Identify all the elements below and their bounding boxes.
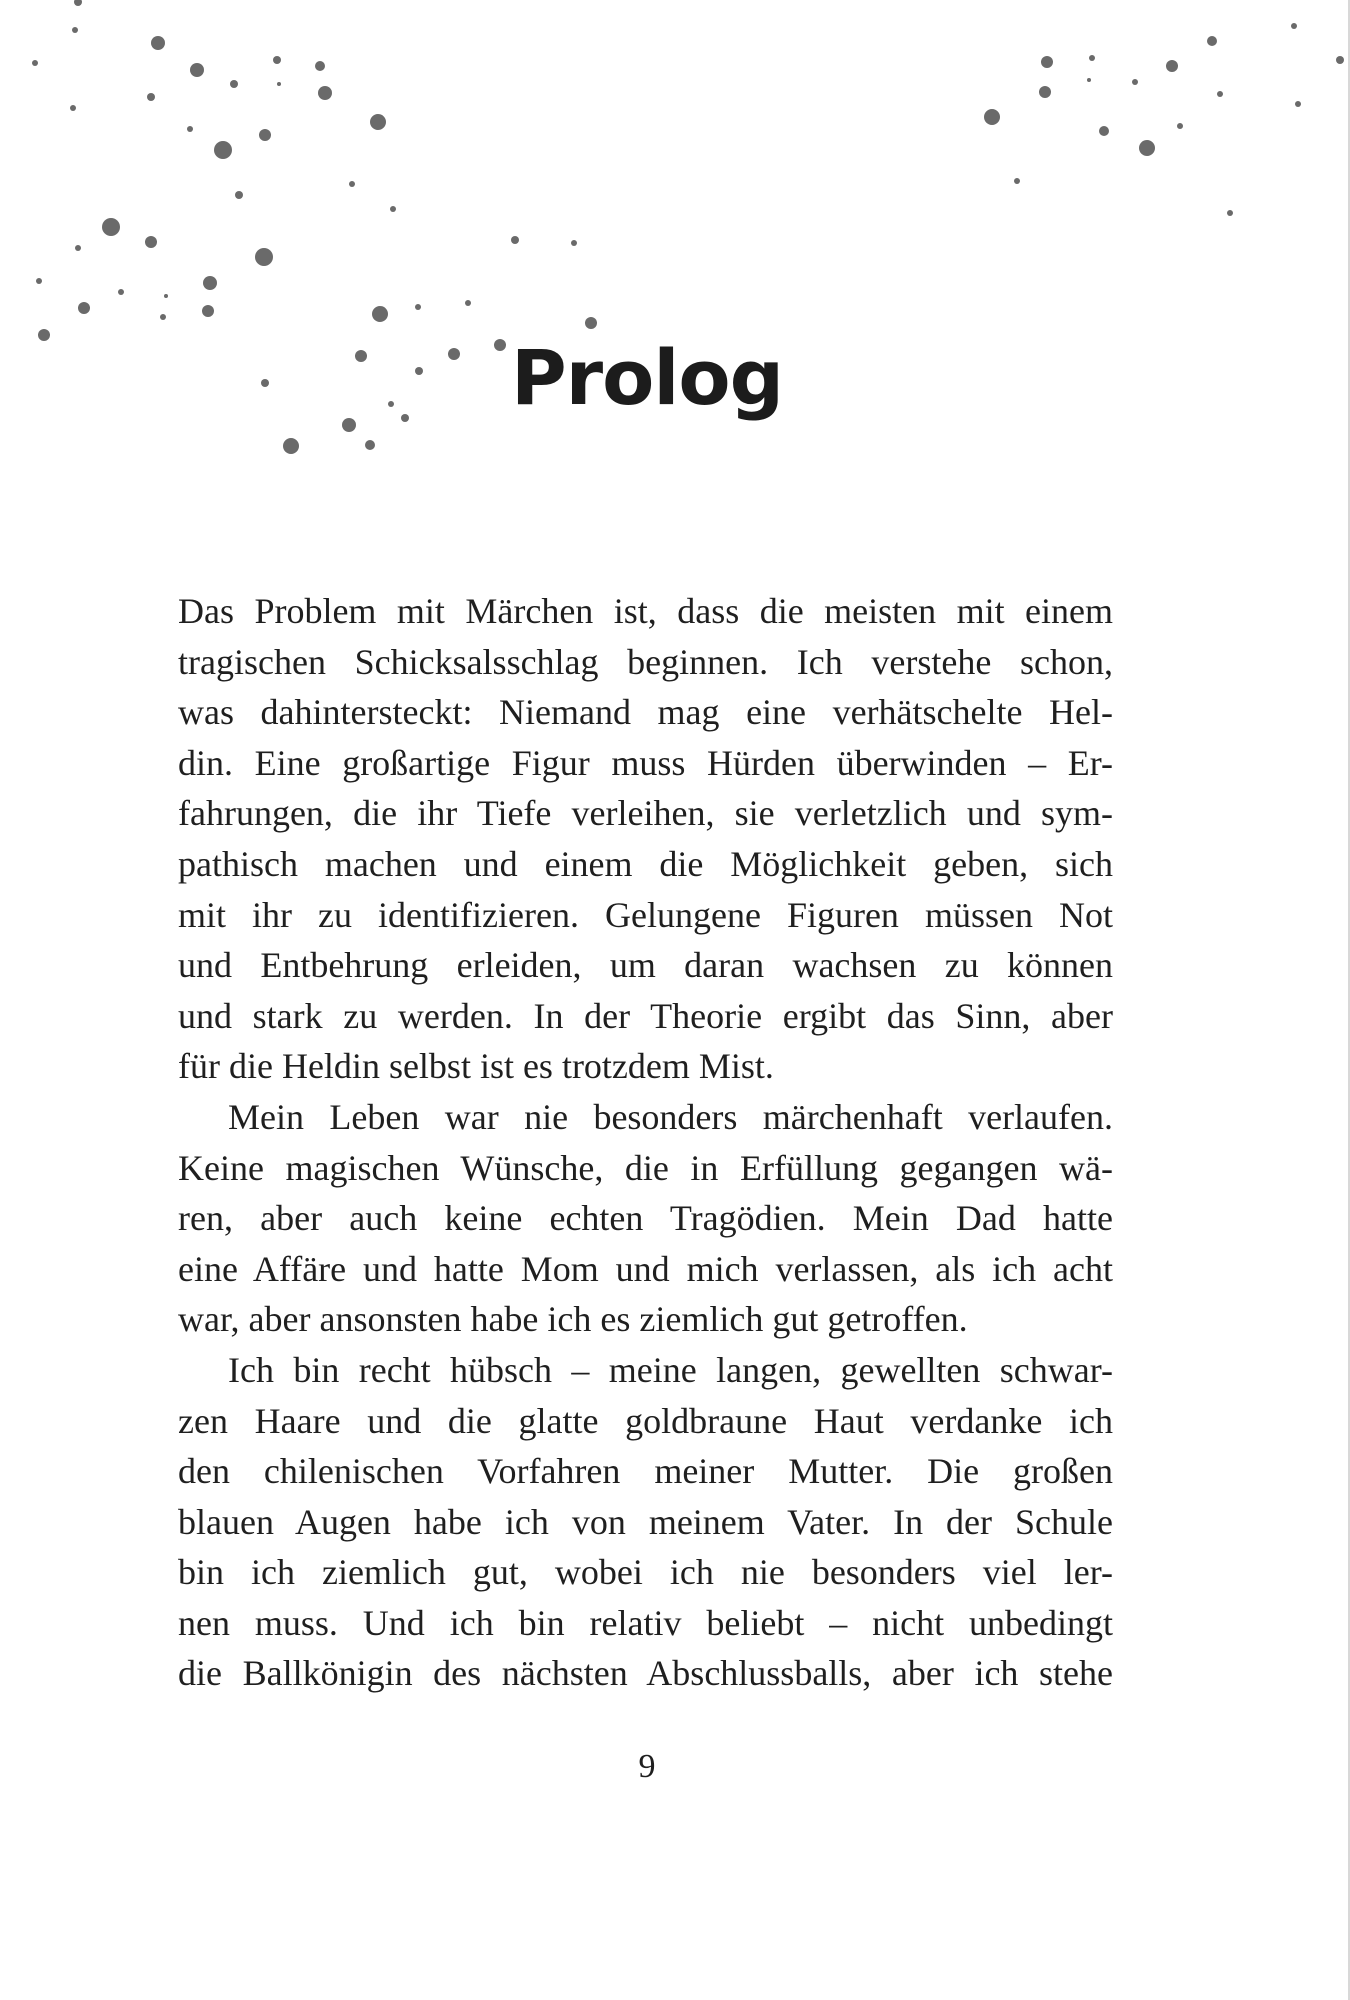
text-line: eine Affäre und hatte Mom und mich verlassen, als ich acht (178, 1248, 1113, 1289)
text-line: ren, aber auch keine echten Tragödien. Mein Dad hatte (178, 1198, 1113, 1239)
text-line: tragischen Schicksalsschlag beginnen. Ich verstehe schon, (178, 641, 1113, 682)
text-line: war, aber ansonsten habe ich es ziemlich gut getroffen. (178, 1299, 968, 1340)
text-line: für die Heldin selbst ist es trotzdem Mist. (178, 1046, 774, 1087)
text-line: und stark zu werden. In der Theorie ergibt das Sinn, aber (178, 995, 1113, 1036)
text-line: Mein Leben war nie besonders märchenhaft verlaufen. (228, 1096, 1113, 1137)
text-line: was dahintersteckt: Niemand mag eine verhätschelte Hel- (178, 692, 1113, 733)
text-line: mit ihr zu identifizieren. Gelungene Figuren müssen Not (178, 894, 1113, 935)
text-line: zen Haare und die glatte goldbraune Haut verdanke ich (178, 1400, 1113, 1441)
text-line: pathisch machen und einem die Möglichkeit geben, sich (178, 843, 1113, 884)
paragraph (178, 586, 1113, 1092)
text-line: und Entbehrung erleiden, um daran wachsen zu können (178, 945, 1113, 986)
text-line: Keine magischen Wünsche, die in Erfüllung gegangen wä- (178, 1147, 1113, 1188)
paragraph (178, 1092, 1113, 1345)
paragraph (178, 1345, 1113, 1699)
text-line: den chilenischen Vorfahren meiner Mutter. Die großen (178, 1451, 1113, 1492)
chapter-title: Prolog (510, 333, 784, 422)
text-line: Das Problem mit Märchen ist, dass die meisten mit einem (178, 591, 1113, 631)
text-line: nen muss. Und ich bin relativ beliebt – nicht unbedingt (178, 1602, 1113, 1643)
chapter-body (178, 586, 1113, 1699)
text-line: din. Eine großartige Figur muss Hürden überwinden – Er- (178, 742, 1113, 783)
text-line: Ich bin recht hübsch – meine langen, gewellten schwar- (228, 1349, 1113, 1390)
page-number: 9 (638, 1748, 656, 1785)
text-line: die Ballkönigin des nächsten Abschlussballs, aber ich stehe (178, 1653, 1113, 1694)
text-line: fahrungen, die ihr Tiefe verleihen, sie verletzlich und sym- (178, 793, 1113, 834)
text-line: bin ich ziemlich gut, wobei ich nie besonders viel ler- (178, 1552, 1113, 1593)
text-line: blauen Augen habe ich von meinem Vater. In der Schule (178, 1501, 1113, 1542)
